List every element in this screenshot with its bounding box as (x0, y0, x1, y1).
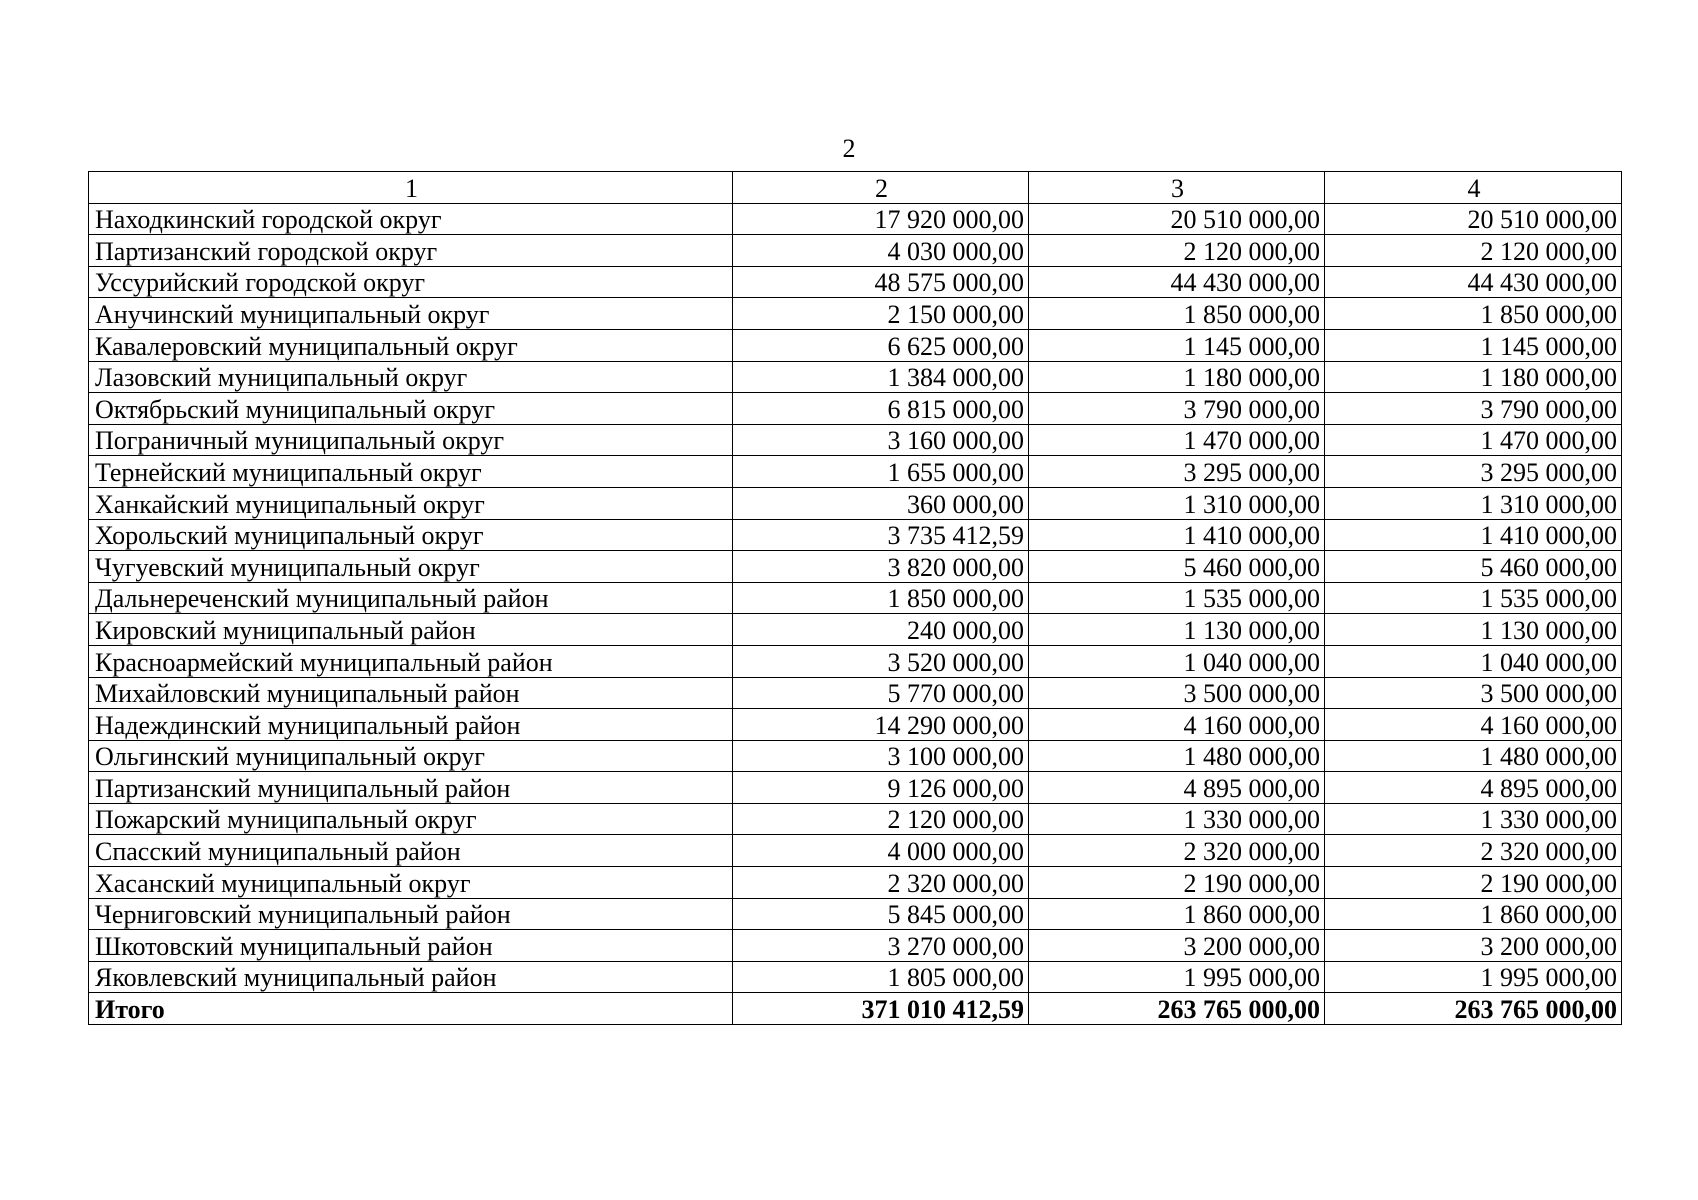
value-column-3: 2 320 000,00 (1029, 835, 1325, 867)
value-column-2: 4 030 000,00 (733, 235, 1029, 267)
value-column-2: 4 000 000,00 (733, 835, 1029, 867)
total-label: Итого (89, 993, 733, 1025)
column-header-3: 3 (1029, 172, 1325, 204)
value-column-2: 3 100 000,00 (733, 740, 1029, 772)
value-column-2: 360 000,00 (733, 487, 1029, 519)
value-column-2: 1 655 000,00 (733, 456, 1029, 488)
table-row (89, 803, 1622, 835)
value-column-4: 2 190 000,00 (1325, 867, 1622, 899)
value-column-4: 3 295 000,00 (1325, 456, 1622, 488)
table-row (89, 930, 1622, 962)
value-column-3: 3 295 000,00 (1029, 456, 1325, 488)
table-row (89, 551, 1622, 583)
municipality-name: Партизанский муниципальный район (89, 772, 733, 804)
table-row (89, 740, 1622, 772)
municipality-name: Анучинский муниципальный округ (89, 298, 733, 330)
municipality-name: Хорольский муниципальный округ (89, 519, 733, 551)
value-column-2: 1 805 000,00 (733, 961, 1029, 993)
value-column-4: 1 470 000,00 (1325, 424, 1622, 456)
table-row (89, 203, 1622, 235)
value-column-4: 1 410 000,00 (1325, 519, 1622, 551)
table-row (89, 456, 1622, 488)
table-row (89, 961, 1622, 993)
municipality-name: Кировский муниципальный район (89, 614, 733, 646)
municipality-name: Ханкайский муниципальный округ (89, 487, 733, 519)
municipality-name: Спасский муниципальный район (89, 835, 733, 867)
value-column-4: 5 460 000,00 (1325, 551, 1622, 583)
value-column-2: 3 735 412,59 (733, 519, 1029, 551)
municipality-name: Находкинский городской округ (89, 203, 733, 235)
value-column-4: 4 160 000,00 (1325, 709, 1622, 741)
value-column-4: 20 510 000,00 (1325, 203, 1622, 235)
table-row (89, 298, 1622, 330)
value-column-4: 3 200 000,00 (1325, 930, 1622, 962)
municipality-name: Партизанский городской округ (89, 235, 733, 267)
value-column-3: 4 160 000,00 (1029, 709, 1325, 741)
value-column-2: 9 126 000,00 (733, 772, 1029, 804)
value-column-4: 1 180 000,00 (1325, 361, 1622, 393)
municipality-name: Хасанский муниципальный округ (89, 867, 733, 899)
value-column-3: 1 535 000,00 (1029, 582, 1325, 614)
value-column-2: 1 384 000,00 (733, 361, 1029, 393)
table-row (89, 709, 1622, 741)
value-column-3: 1 145 000,00 (1029, 329, 1325, 361)
table-row (89, 835, 1622, 867)
municipality-name: Ольгинский муниципальный округ (89, 740, 733, 772)
value-column-2: 5 770 000,00 (733, 677, 1029, 709)
value-column-3: 44 430 000,00 (1029, 266, 1325, 298)
value-column-2: 2 120 000,00 (733, 803, 1029, 835)
municipality-name: Черниговский муниципальный район (89, 898, 733, 930)
table-row (89, 519, 1622, 551)
value-column-3: 1 130 000,00 (1029, 614, 1325, 646)
value-column-4: 1 040 000,00 (1325, 645, 1622, 677)
value-column-2: 3 820 000,00 (733, 551, 1029, 583)
value-column-4: 1 130 000,00 (1325, 614, 1622, 646)
value-column-3: 1 330 000,00 (1029, 803, 1325, 835)
column-header-1: 1 (89, 172, 733, 204)
table-row (89, 898, 1622, 930)
value-column-2: 17 920 000,00 (733, 203, 1029, 235)
value-column-3: 1 180 000,00 (1029, 361, 1325, 393)
value-column-3: 1 470 000,00 (1029, 424, 1325, 456)
value-column-3: 3 500 000,00 (1029, 677, 1325, 709)
municipality-name: Уссурийский городской округ (89, 266, 733, 298)
value-column-2: 6 625 000,00 (733, 329, 1029, 361)
value-column-3: 3 200 000,00 (1029, 930, 1325, 962)
municipality-name: Михайловский муниципальный район (89, 677, 733, 709)
value-column-3: 3 790 000,00 (1029, 393, 1325, 425)
value-column-3: 1 995 000,00 (1029, 961, 1325, 993)
table-row (89, 329, 1622, 361)
municipality-name: Надеждинский муниципальный район (89, 709, 733, 741)
table-row (89, 645, 1622, 677)
value-column-4: 1 145 000,00 (1325, 329, 1622, 361)
value-column-3: 1 480 000,00 (1029, 740, 1325, 772)
municipality-name: Пожарский муниципальный округ (89, 803, 733, 835)
value-column-3: 1 310 000,00 (1029, 487, 1325, 519)
municipality-name: Пограничный муниципальный округ (89, 424, 733, 456)
table-row (89, 266, 1622, 298)
value-column-2: 6 815 000,00 (733, 393, 1029, 425)
table-row (89, 361, 1622, 393)
value-column-4: 1 480 000,00 (1325, 740, 1622, 772)
value-column-2: 3 270 000,00 (733, 930, 1029, 962)
value-column-3: 4 895 000,00 (1029, 772, 1325, 804)
municipality-name: Тернейский муниципальный округ (89, 456, 733, 488)
column-header-4: 4 (1325, 172, 1622, 204)
value-column-4: 1 995 000,00 (1325, 961, 1622, 993)
value-column-4: 2 120 000,00 (1325, 235, 1622, 267)
total-row (89, 993, 1622, 1025)
value-column-4: 1 535 000,00 (1325, 582, 1622, 614)
value-column-2: 48 575 000,00 (733, 266, 1029, 298)
value-column-3: 20 510 000,00 (1029, 203, 1325, 235)
table-row (89, 772, 1622, 804)
page-number: 2 (842, 134, 856, 163)
table-row (89, 614, 1622, 646)
table-row (89, 867, 1622, 899)
value-column-3: 2 120 000,00 (1029, 235, 1325, 267)
total-column-3: 263 765 000,00 (1029, 993, 1325, 1025)
value-column-2: 14 290 000,00 (733, 709, 1029, 741)
value-column-2: 3 520 000,00 (733, 645, 1029, 677)
value-column-2: 5 845 000,00 (733, 898, 1029, 930)
value-column-2: 2 150 000,00 (733, 298, 1029, 330)
table-row (89, 235, 1622, 267)
value-column-2: 1 850 000,00 (733, 582, 1029, 614)
column-header-2: 2 (733, 172, 1029, 204)
table-body (89, 172, 1622, 1025)
value-column-4: 1 330 000,00 (1325, 803, 1622, 835)
value-column-2: 3 160 000,00 (733, 424, 1029, 456)
value-column-2: 2 320 000,00 (733, 867, 1029, 899)
value-column-4: 1 860 000,00 (1325, 898, 1622, 930)
value-column-4: 4 895 000,00 (1325, 772, 1622, 804)
value-column-3: 1 850 000,00 (1029, 298, 1325, 330)
municipality-name: Яковлевский муниципальный район (89, 961, 733, 993)
value-column-3: 5 460 000,00 (1029, 551, 1325, 583)
total-column-2: 371 010 412,59 (733, 993, 1029, 1025)
municipality-name: Октябрьский муниципальный округ (89, 393, 733, 425)
table-row (89, 424, 1622, 456)
value-column-4: 2 320 000,00 (1325, 835, 1622, 867)
table-header-row (89, 172, 1622, 204)
municipality-name: Кавалеровский муниципальный округ (89, 329, 733, 361)
value-column-4: 3 500 000,00 (1325, 677, 1622, 709)
municipality-name: Лазовский муниципальный округ (89, 361, 733, 393)
value-column-4: 1 850 000,00 (1325, 298, 1622, 330)
table-row (89, 677, 1622, 709)
total-column-4: 263 765 000,00 (1325, 993, 1622, 1025)
table-row (89, 393, 1622, 425)
table-row (89, 487, 1622, 519)
value-column-3: 2 190 000,00 (1029, 867, 1325, 899)
municipality-name: Красноармейский муниципальный район (89, 645, 733, 677)
table-row (89, 582, 1622, 614)
value-column-3: 1 860 000,00 (1029, 898, 1325, 930)
value-column-3: 1 040 000,00 (1029, 645, 1325, 677)
value-column-3: 1 410 000,00 (1029, 519, 1325, 551)
value-column-4: 1 310 000,00 (1325, 487, 1622, 519)
value-column-4: 44 430 000,00 (1325, 266, 1622, 298)
municipality-name: Чугуевский муниципальный округ (89, 551, 733, 583)
municipality-name: Дальнереченский муниципальный район (89, 582, 733, 614)
value-column-2: 240 000,00 (733, 614, 1029, 646)
budget-table (88, 171, 1622, 1025)
value-column-4: 3 790 000,00 (1325, 393, 1622, 425)
municipality-name: Шкотовский муниципальный район (89, 930, 733, 962)
